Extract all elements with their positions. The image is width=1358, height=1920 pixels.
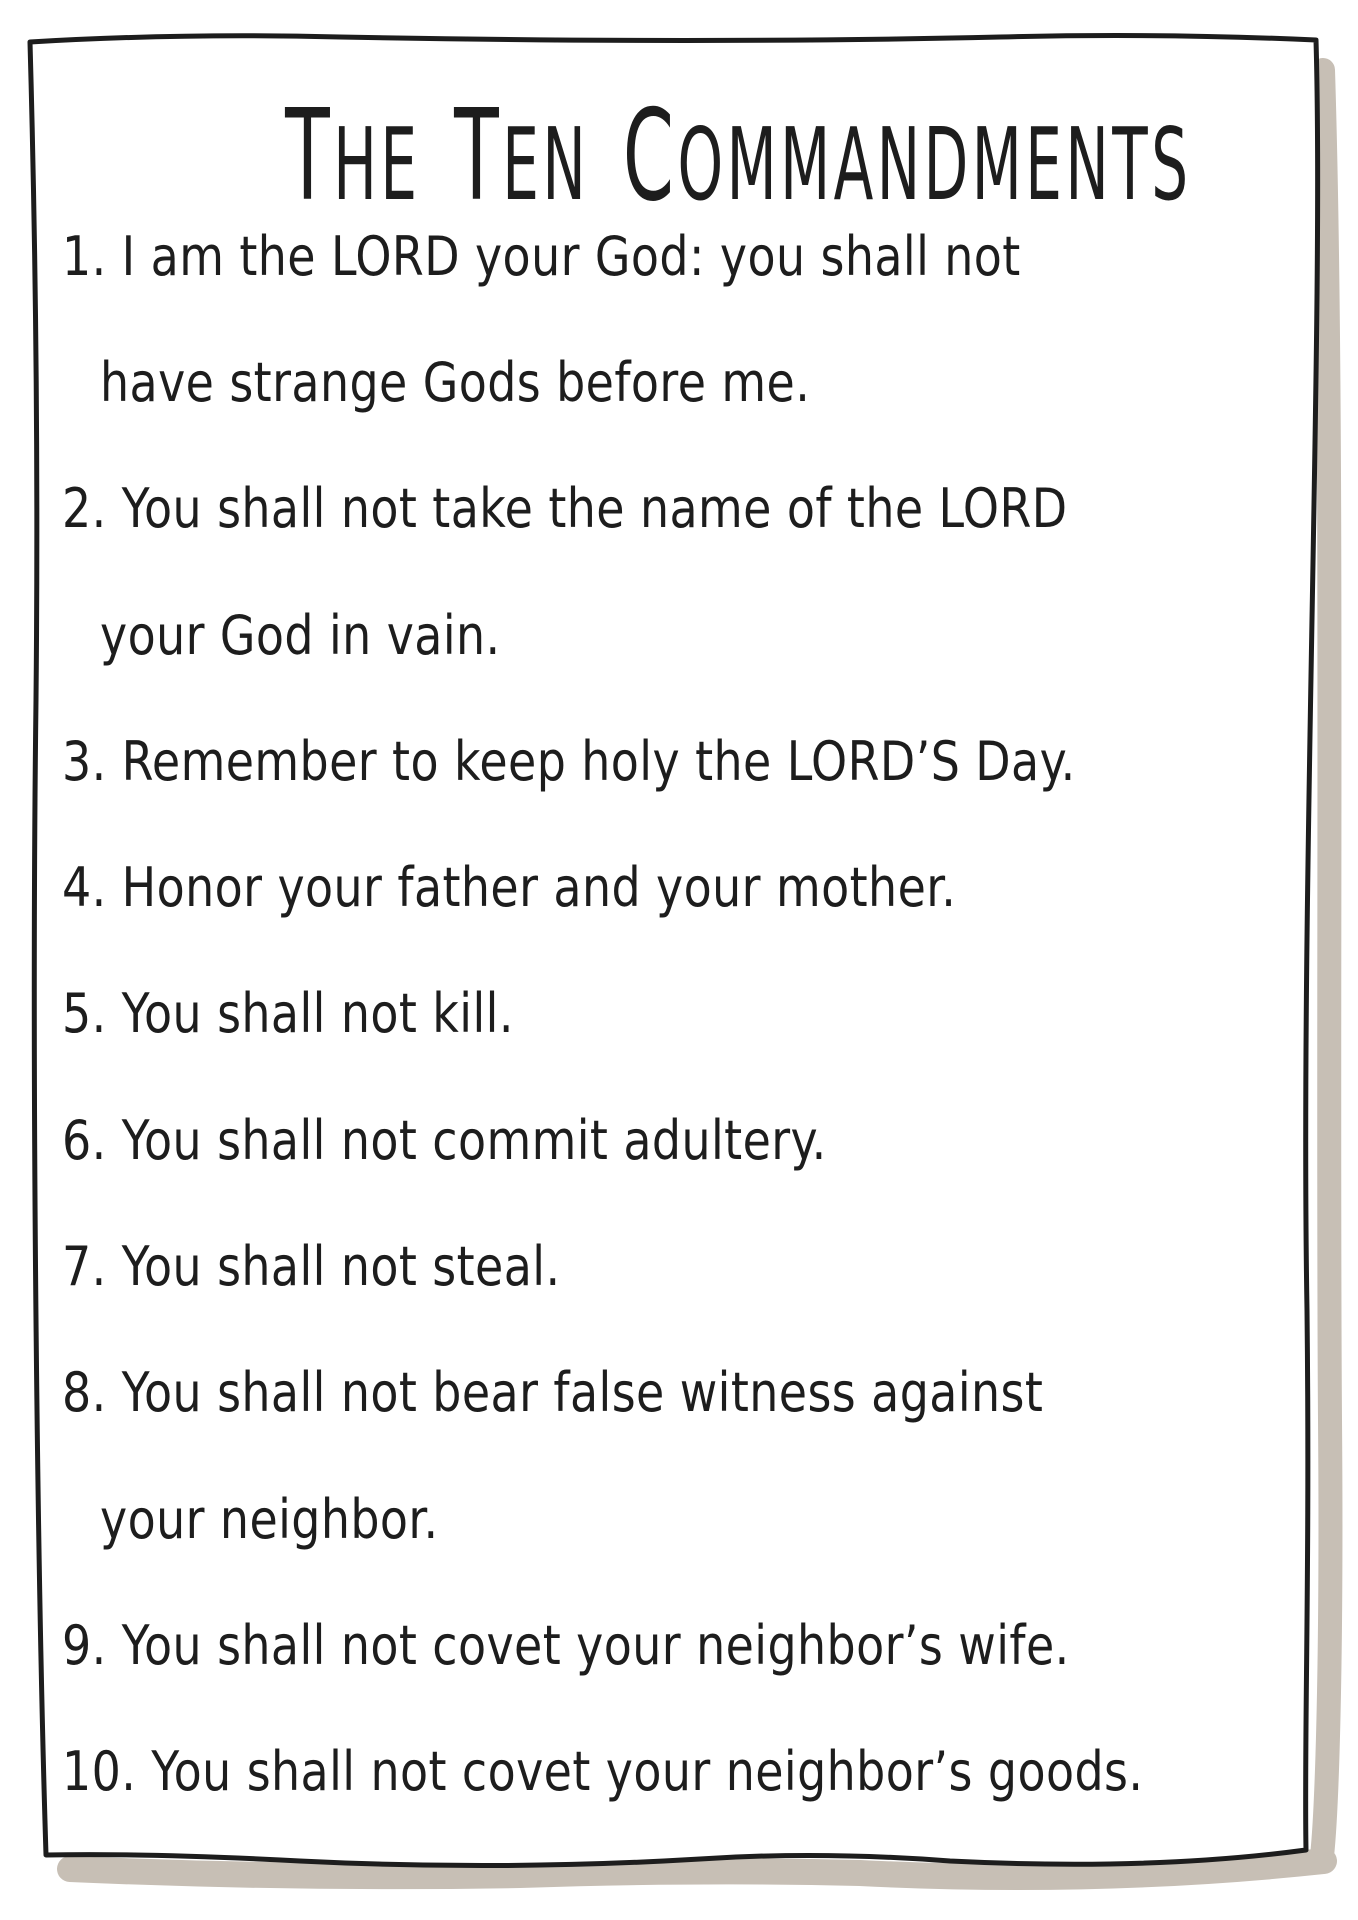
commandment-row-continuation — [62, 1456, 1314, 1582]
title-word-rest: HE — [333, 106, 421, 224]
commandment-text: 2. You shall not take the name of the LORD — [62, 477, 1068, 541]
commandment-text: 1. I am the LORD your God: you shall not — [62, 224, 1021, 288]
title-word-initial: T — [285, 82, 334, 230]
commandment-text: 3. Remember to keep holy the LORD’S Day. — [62, 729, 1076, 793]
commandment-text: your God in vain. — [100, 603, 501, 667]
commandment-row — [62, 1077, 1314, 1203]
commandment-text: 9. You shall not covet your neighbor’s wife. — [62, 1613, 1070, 1677]
commandment-row — [62, 1203, 1314, 1329]
title-word-initial: C — [622, 82, 678, 230]
commandment-text: 5. You shall not kill. — [62, 982, 514, 1046]
commandment-row — [62, 446, 1314, 572]
commandment-row — [62, 193, 1314, 319]
commandment-row-continuation — [62, 572, 1314, 698]
commandments-list — [62, 193, 1314, 1835]
title-word-rest: EN — [502, 106, 590, 224]
commandment-row — [62, 951, 1314, 1077]
commandment-text: 6. You shall not commit adultery. — [62, 1108, 827, 1172]
commandment-row-continuation — [62, 319, 1314, 445]
commandment-text: 8. You shall not bear false witness against — [62, 1361, 1044, 1425]
commandment-text: your neighbor. — [100, 1487, 439, 1551]
commandment-row — [62, 1582, 1314, 1708]
title-word-initial: T — [454, 82, 503, 230]
commandment-row — [62, 1709, 1314, 1835]
commandment-text: 7. You shall not steal. — [62, 1235, 561, 1299]
commandment-row — [62, 824, 1314, 950]
commandment-text: have strange Gods before me. — [100, 350, 811, 414]
commandment-text: 10. You shall not covet your neighbor’s goods. — [62, 1740, 1144, 1804]
commandment-row — [62, 1330, 1314, 1456]
commandment-row — [62, 698, 1314, 824]
commandment-text: 4. Honor your father and your mother. — [62, 856, 957, 920]
title-word-rest: OMMANDMENTS — [677, 106, 1192, 224]
